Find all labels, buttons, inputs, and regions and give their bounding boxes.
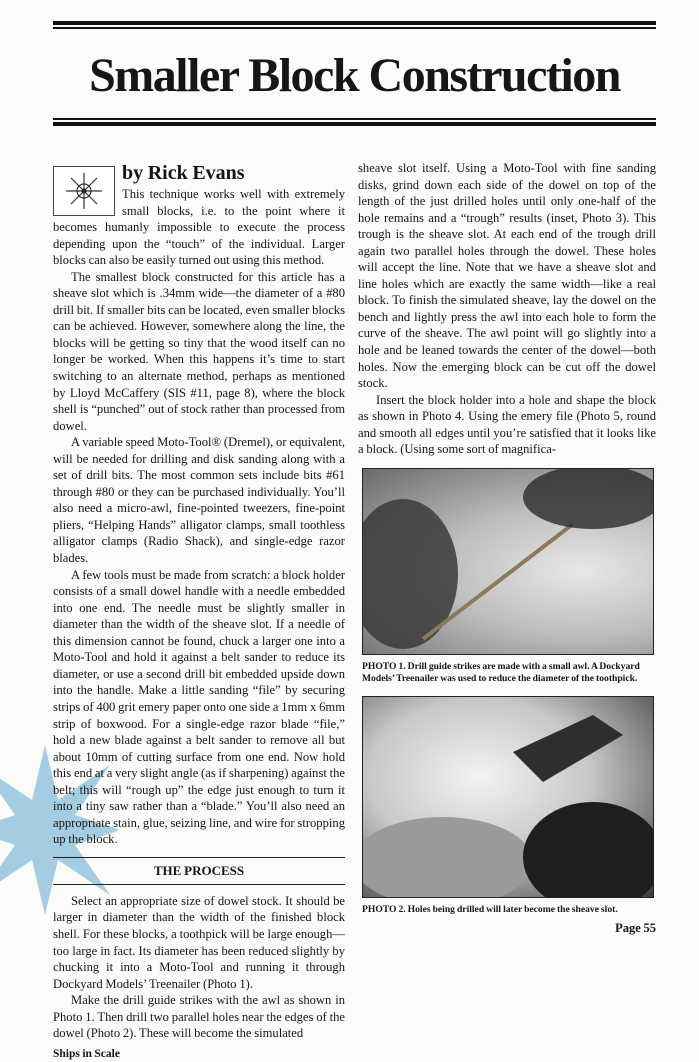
body-paragraph: Select an appropriate size of dowel stock. It should be larger in diameter than the width of the finished block shell. For these blocks, a toothpick will be large enough—too large in fact. Its diameter has been reduced slightly by chucking it into a Moto-Tool and running it through Dockyard Models’ Treenailer (Photo 1). — [53, 893, 345, 991]
photo-1-caption: PHOTO 1. Drill guide strikes are made with a small awl. A Dockyard Models’ Treenailer was used to reduce the diameter of the toothpick. — [362, 660, 640, 685]
bottom-rule-thick — [53, 122, 656, 126]
body-paragraph: A variable speed Moto-Tool® (Dremel), or equivalent, will be needed for drilling and disk sanding along with a set of drill bits. The most common sets include bits #61 through #80 or they can be purchased individually. You’ll also need a micro-awl, fine-pointed tweezers, fine-point pliers, “Helping Hands” alligator clamps, small toothless alligator clamps (Radio Shack), and single-edge razor blades. — [53, 435, 345, 566]
page-number: Page 55 — [615, 921, 656, 936]
byline: by Rick Evans — [122, 162, 245, 184]
bottom-rule-thin — [53, 118, 656, 120]
photo-2-caption: PHOTO 2. Holes being drilled will later become the sheave slot. — [362, 903, 618, 915]
body-paragraph: Make the drill guide strikes with the awl as shown in Photo 1. Then drill two parallel holes near the edges of the dowel (Photo 2). These will become the simulated — [53, 993, 345, 1041]
top-rule-thin — [53, 27, 656, 29]
snowflake-logo-icon — [53, 166, 115, 216]
section-heading: THE PROCESS — [53, 857, 345, 885]
intro-text: This technique works well with extremely small blocks, i.e. to the point where it becomes humanly impossible to execute the process depending upon the “touch” of the individual. Larger blocks can also be easily turned out using this method. — [53, 187, 345, 268]
publication-name: Ships in Scale — [53, 1047, 120, 1060]
right-column — [358, 160, 656, 937]
body-paragraph: A few tools must be made from scratch: a block holder consists of a small dowel handle with a needle embedded into one end. The needle must be slightly smaller in diameter than the width of the sheave slot. If a needle of this dimension cannot be found, chuck a larger one into a Moto-Tool and hold it against a belt sander to reduce its diameter, or use a second drill bit embedded upside down into the handle. Make a little sanding “file” by securing strips of 400 grit emery paper onto one side a 1mm x 6mm strip of boxwood. For a single-edge razor blade “file,” hold a new blade against a belt sander to remove all but about 10mm of cutting surface from one end. Now hold this end at a very slight angle (as if sharpening) against the belt; this will “rough up” the edge just enough to turn it into a tiny saw rather than a “blade.” You’ll also need an appropriate stain, glue, seizing line, and wire for stropping up the block. — [53, 567, 345, 847]
photo-2-drilling — [362, 696, 654, 898]
left-column — [53, 160, 345, 1062]
top-rule-thick — [53, 21, 656, 25]
body-paragraph: The smallest block constructed for this article has a sheave slot which is .34mm wide—the diameter of a #80 drill bit. If smaller bits can be located, even smaller blocks can be achieved. However, somewhere along the line, the blocks will be getting so tiny that the wood itself can no longer be worked. When this happens it’s time to start switching to an alternate method, perhaps as mentioned by Lloyd McCaffery (SIS #11, page 8), where the block shell is “punched” out of stock rather than processed from dowel. — [53, 269, 345, 433]
photo-1-awl-toothpick — [362, 468, 654, 655]
article-title: Smaller Block Construction — [89, 49, 620, 102]
body-paragraph: Insert the block holder into a hole and shape the block as shown in Photo 4. Using the emery file (Photo 5, round and smooth all edges until you’re satisfied that it looks like a block. (Using some sort of magnifica- — [358, 392, 656, 457]
body-paragraph: sheave slot itself. Using a Moto-Tool with fine sanding disks, grind down each side of the dowel on top of the length of the just drilled holes until only one-half of the hole remains and a “trough” results (inset, Photo 3). This trough is the sheave slot. At each end of the trough drill again two parallel holes through the dowel. These holes will accept the line. Note that we have a sheave slot and line holes which are exactly the same width—like a real block. To finish the simulated sheave, lay the dowel on the bench and lightly press the awl into each hole to form the curve of the sheave. The awl point will go slightly into a hole and be leaned towards the center of the dowel—both holes. Now the emerging block can be cut off the dowel stock. — [358, 161, 656, 391]
